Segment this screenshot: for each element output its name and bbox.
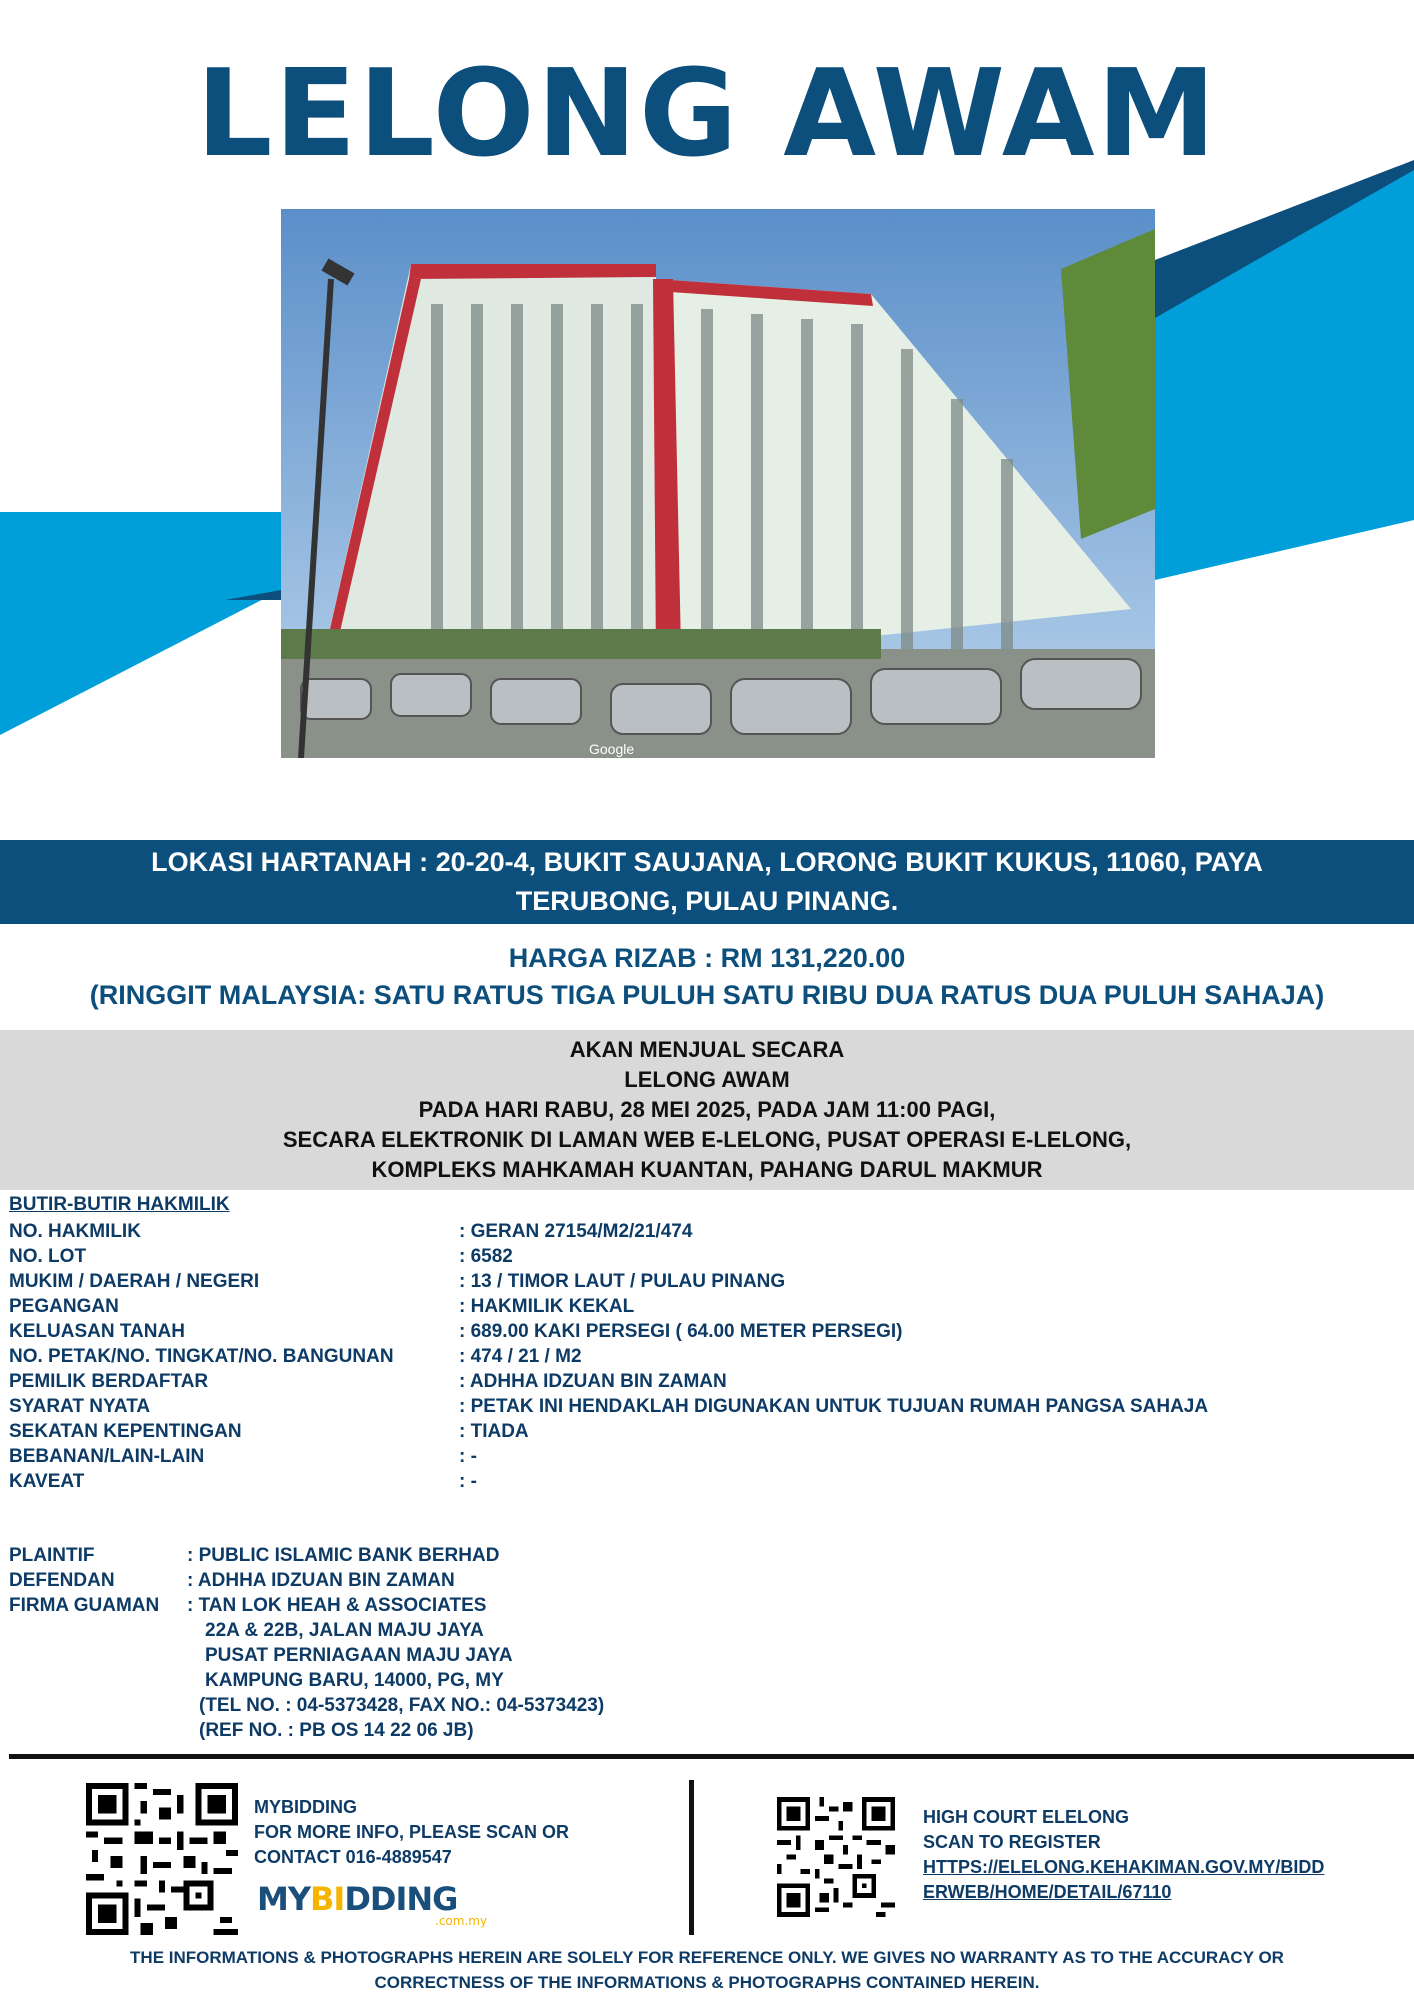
firm-label: FIRMA GUAMAN bbox=[9, 1595, 160, 1616]
detail-key: PEMILIK BERDAFTAR bbox=[9, 1371, 209, 1392]
plaintiff-row bbox=[9, 1543, 604, 1568]
detail-value: : TIADA bbox=[459, 1421, 529, 1442]
auction-notice bbox=[0, 1030, 1414, 1190]
mybidding-logo bbox=[257, 1880, 488, 1928]
price-line-2: (RINGGIT MALAYSIA: SATU RATUS TIGA PULUH SATU RIBU DUA RATUS DUA PULUH SAHAJA) bbox=[89, 980, 1325, 1010]
detail-key: SYARAT NYATA bbox=[9, 1396, 151, 1417]
detail-key: PEGANGAN bbox=[9, 1296, 119, 1317]
price-line-1: HARGA RIZAB : RM 131,220.00 bbox=[508, 943, 906, 973]
firm-address-line: 22A & 22B, JALAN MAJU JAYA bbox=[205, 1620, 484, 1641]
firm-address-line: PUSAT PERNIAGAAN MAJU JAYA bbox=[205, 1645, 513, 1666]
defendant-value: : ADHHA IDZUAN BIN ZAMAN bbox=[187, 1570, 455, 1591]
auction-line: AKAN MENJUAL SECARA bbox=[569, 1037, 845, 1062]
detail-row bbox=[9, 1269, 1208, 1294]
disclaimer-line-2: CORRECTNESS OF THE INFORMATIONS & PHOTOGRAPHS CONTAINED HEREIN. bbox=[374, 1973, 1040, 1992]
detail-value: : - bbox=[459, 1446, 477, 1467]
mybidding-contact: CONTACT 016-4889547 bbox=[254, 1847, 452, 1867]
disclaimer-line-1: THE INFORMATIONS & PHOTOGRAPHS HEREIN ARE SOLELY FOR REFERENCE ONLY. WE GIVES NO WARRANTY AS TO THE ACCURACY OR bbox=[130, 1948, 1284, 1967]
detail-value: : 474 / 21 / M2 bbox=[459, 1346, 582, 1367]
auction-line: KOMPLEKS MAHKAMAH KUANTAN, PAHANG DARUL MAKMUR bbox=[371, 1157, 1043, 1182]
elelong-link-continued[interactable]: ERWEB/HOME/DETAIL/67110 bbox=[923, 1882, 1172, 1902]
detail-key: MUKIM / DAERAH / NEGERI bbox=[9, 1271, 260, 1292]
detail-key: KELUASAN TANAH bbox=[9, 1321, 185, 1342]
parties-section bbox=[9, 1543, 604, 1743]
details-header: BUTIR-BUTIR HAKMILIK bbox=[9, 1194, 230, 1215]
detail-row bbox=[9, 1419, 1208, 1444]
high-court-register: SCAN TO REGISTER bbox=[923, 1832, 1101, 1852]
firm-row bbox=[9, 1593, 604, 1618]
detail-value: : GERAN 27154/M2/21/474 bbox=[459, 1221, 693, 1242]
firm-address bbox=[199, 1618, 605, 1743]
firm-address-line: KAMPUNG BARU, 14000, PG, MY bbox=[205, 1670, 504, 1691]
detail-row bbox=[9, 1219, 1208, 1244]
detail-value: : HAKMILIK KEKAL bbox=[459, 1296, 635, 1317]
location-line-2: TERUBONG, PULAU PINANG. bbox=[515, 886, 899, 916]
detail-key: NO. LOT bbox=[9, 1246, 87, 1267]
detail-row bbox=[9, 1294, 1208, 1319]
horizontal-divider bbox=[9, 1754, 1414, 1759]
defendant-label: DEFENDAN bbox=[9, 1570, 115, 1591]
detail-row bbox=[9, 1344, 1208, 1369]
firm-value: : TAN LOK HEAH & ASSOCIATES bbox=[187, 1595, 487, 1616]
detail-value: : 13 / TIMOR LAUT / PULAU PINANG bbox=[459, 1271, 786, 1292]
detail-key: KAVEAT bbox=[9, 1471, 85, 1492]
detail-key: NO. PETAK/NO. TINGKAT/NO. BANGUNAN bbox=[9, 1346, 394, 1367]
page-title: LELONG AWAM bbox=[195, 45, 1219, 184]
plaintiff-value: : PUBLIC ISLAMIC BANK BERHAD bbox=[187, 1545, 500, 1566]
high-court-info bbox=[923, 1805, 1324, 1905]
detail-row bbox=[9, 1444, 1208, 1469]
mybidding-line-1: FOR MORE INFO, PLEASE SCAN OR bbox=[254, 1822, 570, 1842]
plaintiff-label: PLAINTIF bbox=[9, 1545, 95, 1566]
title-details bbox=[9, 1192, 1208, 1494]
detail-row bbox=[9, 1244, 1208, 1269]
firm-ref: (REF NO. : PB OS 14 22 06 JB) bbox=[199, 1720, 474, 1741]
logo-part: ING bbox=[395, 1880, 458, 1918]
detail-row bbox=[9, 1394, 1208, 1419]
logo-part: BI bbox=[310, 1880, 345, 1918]
disclaimer bbox=[0, 1945, 1414, 1995]
auction-line: PADA HARI RABU, 28 MEI 2025, PADA JAM 11:00 PAGI, bbox=[418, 1097, 996, 1122]
detail-row bbox=[9, 1369, 1208, 1394]
photo-watermark: Google bbox=[589, 741, 635, 757]
detail-value: : - bbox=[459, 1471, 477, 1492]
vertical-divider bbox=[689, 1780, 694, 1935]
detail-key: BEBANAN/LAIN-LAIN bbox=[9, 1446, 205, 1467]
detail-row bbox=[9, 1319, 1208, 1344]
detail-key: SEKATAN KEPENTINGAN bbox=[9, 1421, 242, 1442]
auction-line: SECARA ELEKTRONIK DI LAMAN WEB E-LELONG, PUSAT OPERASI E-LELONG, bbox=[282, 1127, 1132, 1152]
property-photo bbox=[281, 209, 1155, 758]
detail-value: : PETAK INI HENDAKLAH DIGUNAKAN UNTUK TUJUAN RUMAH PANGSA SAHAJA bbox=[459, 1396, 1209, 1417]
detail-row bbox=[9, 1469, 1208, 1494]
logo-part: MY bbox=[257, 1880, 311, 1918]
mybidding-qr-code[interactable] bbox=[86, 1783, 238, 1935]
elelong-link[interactable]: HTTPS://ELELONG.KEHAKIMAN.GOV.MY/BIDD bbox=[923, 1857, 1325, 1877]
auction-line: LELONG AWAM bbox=[624, 1067, 790, 1092]
detail-value: : 6582 bbox=[459, 1246, 513, 1267]
firm-tel: (TEL NO. : 04-5373428, FAX NO.: 04-5373423) bbox=[199, 1695, 605, 1716]
location-bar bbox=[0, 840, 1414, 924]
detail-value: : ADHHA IDZUAN BIN ZAMAN bbox=[459, 1371, 727, 1392]
defendant-row bbox=[9, 1568, 604, 1593]
logo-domain: .com.my bbox=[435, 1914, 488, 1928]
mybidding-name: MYBIDDING bbox=[254, 1797, 357, 1817]
location-line-1: LOKASI HARTANAH : 20-20-4, BUKIT SAUJANA, LORONG BUKIT KUKUS, 11060, PAYA bbox=[151, 847, 1263, 877]
mybidding-info bbox=[254, 1795, 569, 1870]
reserve-price bbox=[0, 940, 1414, 1014]
logo-part: DD bbox=[344, 1880, 396, 1918]
high-court-title: HIGH COURT ELELONG bbox=[923, 1807, 1129, 1827]
detail-value: : 689.00 KAKI PERSEGI ( 64.00 METER PERSEGI) bbox=[459, 1321, 903, 1342]
elelong-qr-code[interactable] bbox=[777, 1797, 895, 1917]
detail-key: NO. HAKMILIK bbox=[9, 1221, 141, 1242]
